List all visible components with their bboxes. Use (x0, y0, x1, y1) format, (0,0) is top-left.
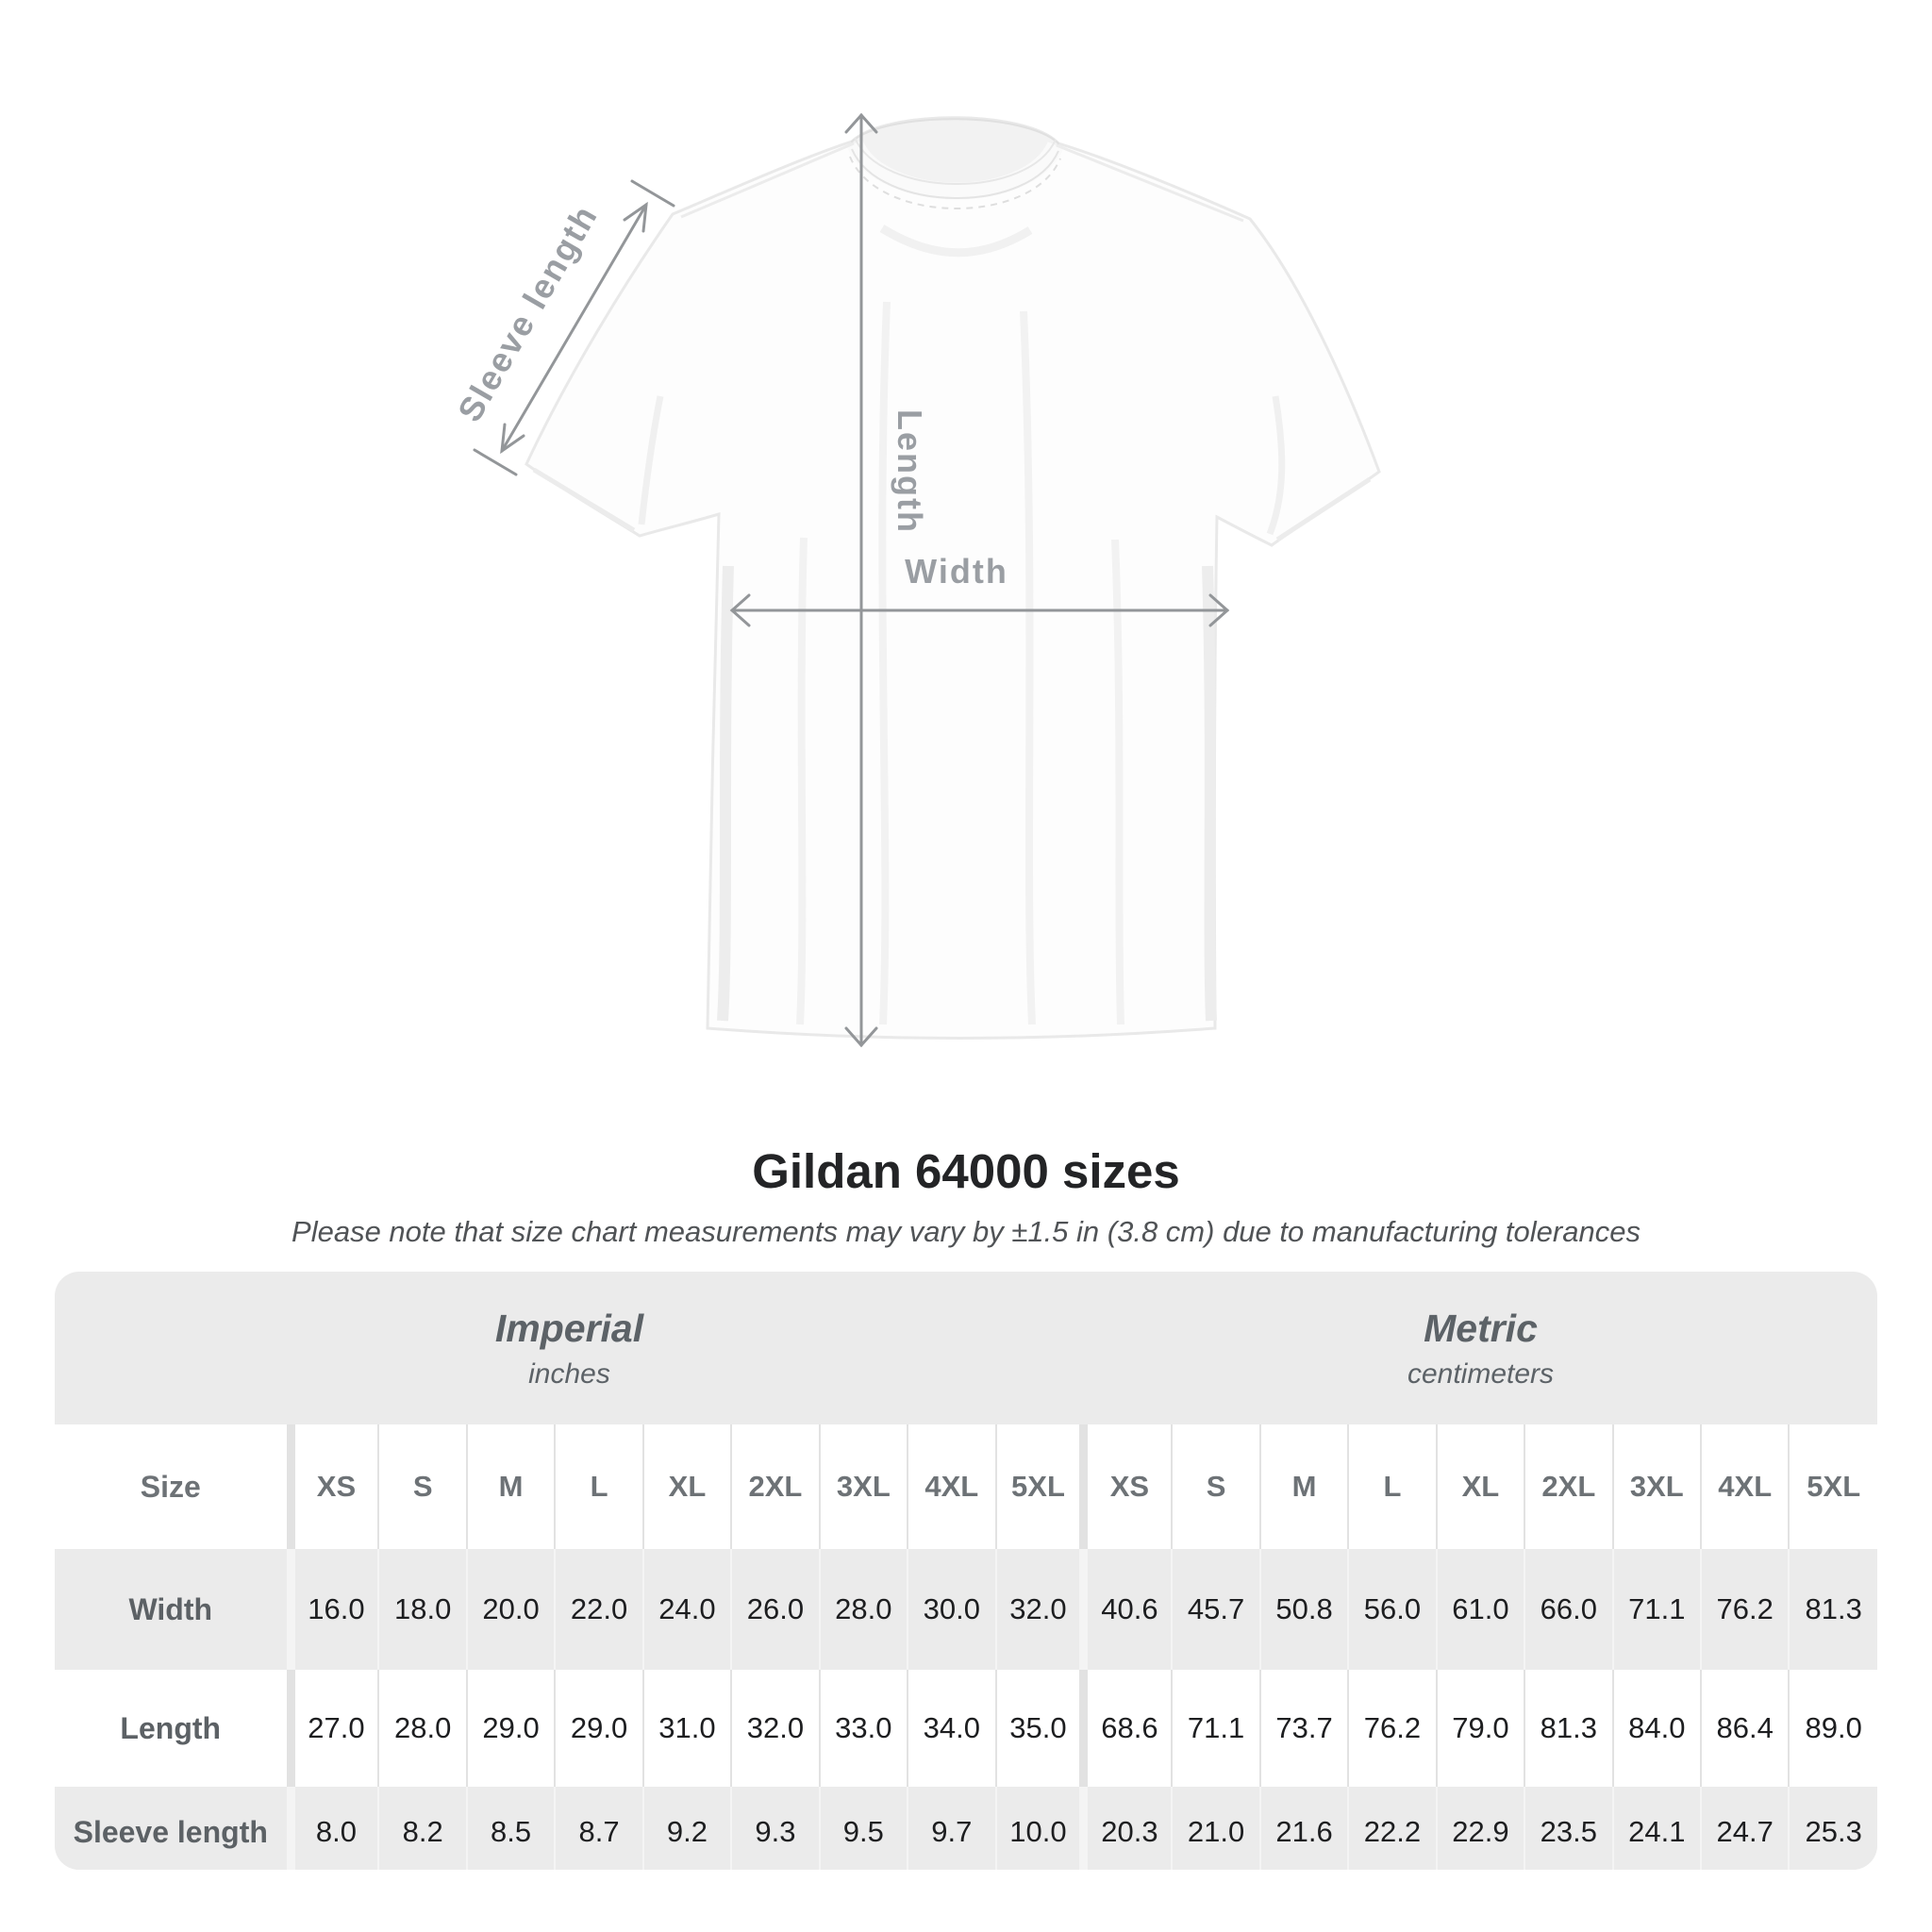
value-cell: 33.0 (820, 1670, 908, 1787)
value-cell: 21.6 (1260, 1787, 1348, 1870)
value-cell: 21.0 (1172, 1787, 1259, 1870)
value-cell: 61.0 (1437, 1549, 1524, 1670)
row-label: Length (55, 1670, 291, 1787)
value-cell: 9.3 (731, 1787, 819, 1870)
value-cell: 22.2 (1348, 1787, 1436, 1870)
size-header: 2XL (731, 1424, 819, 1549)
value-cell: 73.7 (1260, 1670, 1348, 1787)
page-title: Gildan 64000 sizes (752, 1144, 1180, 1198)
value-cell: 8.0 (291, 1787, 378, 1870)
value-cell: 9.2 (643, 1787, 731, 1870)
value-cell: 66.0 (1524, 1549, 1612, 1670)
size-header: S (1172, 1424, 1259, 1549)
imperial-header (55, 1272, 1084, 1424)
tolerance-note: Please note that size chart measurements may vary by ±1.5 in (3.8 cm) due to manufacturing tolerances (291, 1215, 1641, 1248)
value-cell: 30.0 (908, 1549, 995, 1670)
value-cell: 89.0 (1789, 1670, 1877, 1787)
size-header: 4XL (908, 1424, 995, 1549)
value-cell: 26.0 (731, 1549, 819, 1670)
size-header: 2XL (1524, 1424, 1612, 1549)
value-cell: 9.7 (908, 1787, 995, 1870)
size-chart-panel (55, 1272, 1877, 1870)
value-cell: 29.0 (467, 1670, 555, 1787)
value-cell: 20.3 (1084, 1787, 1172, 1870)
value-cell: 8.5 (467, 1787, 555, 1870)
value-cell: 24.7 (1701, 1787, 1789, 1870)
value-cell: 76.2 (1348, 1670, 1436, 1787)
value-cell: 76.2 (1701, 1549, 1789, 1670)
row-label: Width (55, 1549, 291, 1670)
value-cell: 86.4 (1701, 1670, 1789, 1787)
metric-header (1084, 1272, 1877, 1424)
value-cell: 23.5 (1524, 1787, 1612, 1870)
length-label: Length (891, 409, 929, 534)
size-header: 5XL (996, 1424, 1084, 1549)
metric-unit: centimeters (1407, 1357, 1555, 1390)
value-cell: 32.0 (731, 1670, 819, 1787)
size-chart-table (55, 1424, 1877, 1870)
imperial-title: Imperial (494, 1306, 644, 1350)
value-cell: 79.0 (1437, 1670, 1524, 1787)
value-cell: 34.0 (908, 1670, 995, 1787)
value-cell: 24.0 (643, 1549, 731, 1670)
value-cell: 20.0 (467, 1549, 555, 1670)
value-cell: 16.0 (291, 1549, 378, 1670)
value-cell: 10.0 (996, 1787, 1084, 1870)
imperial-unit: inches (528, 1357, 610, 1390)
table-row-length (55, 1670, 1877, 1787)
metric-title: Metric (1424, 1306, 1538, 1350)
size-header: XL (643, 1424, 731, 1549)
value-cell: 45.7 (1172, 1549, 1259, 1670)
size-header: 3XL (1613, 1424, 1701, 1549)
value-cell: 29.0 (555, 1670, 642, 1787)
row-label: Sleeve length (55, 1787, 291, 1870)
size-column-header: Size (55, 1424, 291, 1549)
value-cell: 71.1 (1613, 1549, 1701, 1670)
table-row-sleeve-length (55, 1787, 1877, 1870)
size-header: L (555, 1424, 642, 1549)
value-cell: 81.3 (1524, 1670, 1612, 1787)
size-header: 3XL (820, 1424, 908, 1549)
size-header: M (1260, 1424, 1348, 1549)
value-cell: 28.0 (378, 1670, 466, 1787)
size-header: 4XL (1701, 1424, 1789, 1549)
value-cell: 56.0 (1348, 1549, 1436, 1670)
value-cell: 22.0 (555, 1549, 642, 1670)
size-header: L (1348, 1424, 1436, 1549)
size-header: XL (1437, 1424, 1524, 1549)
value-cell: 22.9 (1437, 1787, 1524, 1870)
value-cell: 27.0 (291, 1670, 378, 1787)
value-cell: 9.5 (820, 1787, 908, 1870)
width-label: Width (905, 552, 1008, 591)
value-cell: 25.3 (1789, 1787, 1877, 1870)
value-cell: 40.6 (1084, 1549, 1172, 1670)
value-cell: 28.0 (820, 1549, 908, 1670)
table-row-width (55, 1549, 1877, 1670)
unit-system-header (55, 1272, 1877, 1424)
value-cell: 84.0 (1613, 1670, 1701, 1787)
size-header: XS (291, 1424, 378, 1549)
value-cell: 71.1 (1172, 1670, 1259, 1787)
value-cell: 8.7 (555, 1787, 642, 1870)
value-cell: 8.2 (378, 1787, 466, 1870)
value-cell: 31.0 (643, 1670, 731, 1787)
value-cell: 18.0 (378, 1549, 466, 1670)
value-cell: 50.8 (1260, 1549, 1348, 1670)
size-header: XS (1084, 1424, 1172, 1549)
size-header: M (467, 1424, 555, 1549)
value-cell: 24.1 (1613, 1787, 1701, 1870)
value-cell: 81.3 (1789, 1549, 1877, 1670)
sleeve-length-label: Sleeve length (449, 197, 606, 428)
size-header: S (378, 1424, 466, 1549)
value-cell: 68.6 (1084, 1670, 1172, 1787)
value-cell: 35.0 (996, 1670, 1084, 1787)
size-header-row (55, 1424, 1877, 1549)
value-cell: 32.0 (996, 1549, 1084, 1670)
size-header: 5XL (1789, 1424, 1877, 1549)
